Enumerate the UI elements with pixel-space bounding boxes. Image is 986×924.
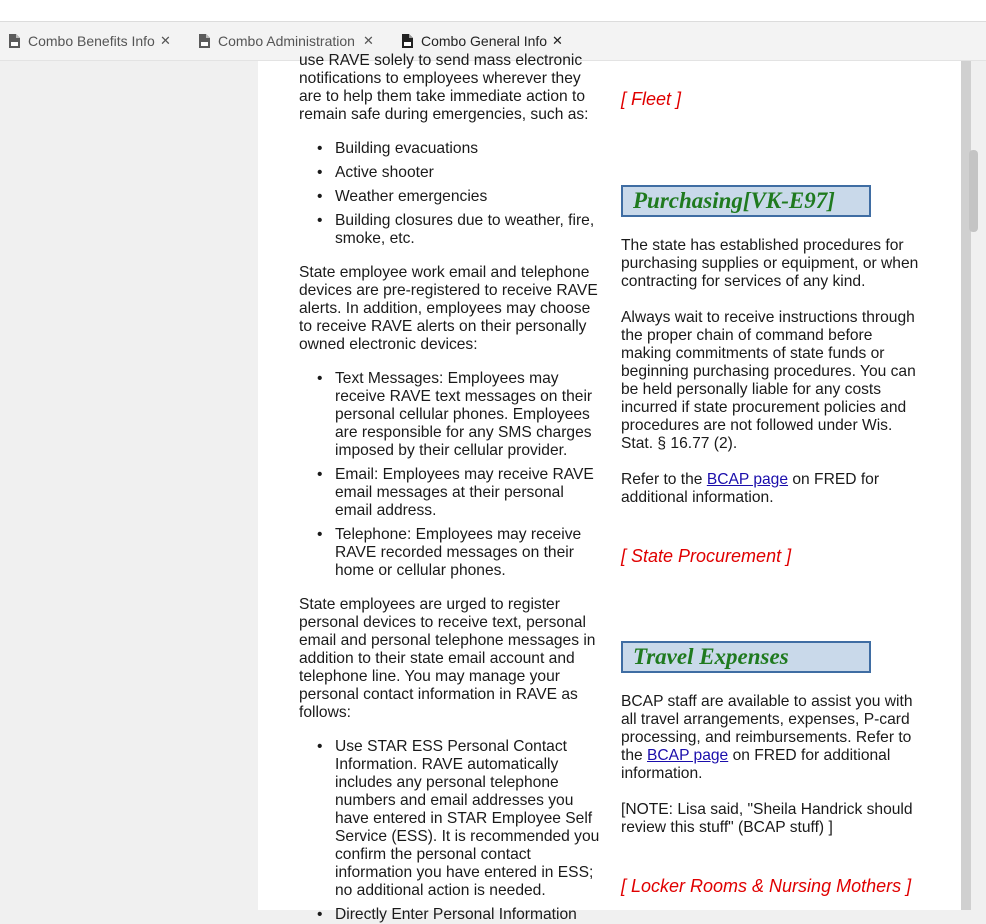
state-procurement-section-link[interactable]: [ State Procurement ]	[621, 546, 792, 566]
register-devices-paragraph: State employees are urged to register personal devices to receive text, personal email and personal telephone messages in addition to their state email account and telephone line. You may manage your personal contact information in RAVE as follows:	[299, 596, 596, 721]
left-column	[299, 52, 604, 924]
list-item: • Use STAR ESS Personal Contact Information. RAVE automatically includes any personal telephone numbers and email addresses you have entered in STAR Employee Self Service (ESS). It is recommended you confirm the personal contact information you have entered in ESS; no additional action is needed.	[299, 738, 604, 900]
list-item: • Building closures due to weather, fire, smoke, etc.	[299, 212, 604, 248]
document-icon	[199, 34, 210, 48]
document-icon	[9, 34, 20, 48]
list-item: • Active shooter	[299, 164, 604, 182]
purchasing-paragraph-1: The state has established procedures for purchasing supplies or equipment, or when contracting for services of any kind.	[621, 237, 919, 290]
list-item: • Weather emergencies	[299, 188, 604, 206]
close-icon[interactable]: ✕	[552, 33, 563, 48]
refer-text: Refer to the	[621, 471, 707, 488]
tab-label: Combo General Info	[421, 33, 548, 49]
document-page	[258, 52, 961, 923]
fleet-section-link[interactable]: [ Fleet ]	[621, 89, 682, 109]
document-icon	[402, 34, 413, 48]
vertical-scrollbar-thumb[interactable]	[969, 150, 978, 232]
list-item: • Text Messages: Employees may receive RAVE text messages on their personal cellular phones. Employees are responsible for any SMS charges imposed by their cellular provider.	[299, 370, 604, 460]
refer-text: on FRED for additional information.	[621, 471, 880, 506]
list-item: • Building evacuations	[299, 140, 604, 158]
bcap-page-link[interactable]: BCAP page	[647, 747, 729, 764]
note-paragraph: [NOTE: Lisa said, "Sheila Handrick should review this stuff" (BCAP stuff) ]	[621, 801, 913, 836]
emergency-list	[299, 140, 604, 248]
bcap-page-link[interactable]: BCAP page	[706, 471, 789, 488]
window-top-strip	[0, 0, 986, 22]
travel-expenses-heading: Travel Expenses	[621, 641, 871, 673]
travel-text: on FRED for additional information.	[621, 747, 891, 782]
list-item: • Email: Employees may receive RAVE email messages at their personal email address.	[299, 466, 604, 520]
tab-label: Combo Benefits Info	[28, 33, 155, 49]
tab-combo-benefits-info[interactable]	[9, 22, 171, 60]
rave-alerts-paragraph: State employee work email and telephone devices are pre-registered to receive RAVE alerts. In addition, employees may choose to receive RAVE alerts on their personally owned electronic devices:	[299, 264, 598, 353]
travel-text: BCAP staff are available to assist you with all travel arrangements, expenses, P-card processing, and reimbursements. Refer to the	[621, 693, 913, 764]
close-icon[interactable]: ✕	[160, 33, 171, 48]
locker-rooms-section-link[interactable]: [ Locker Rooms & Nursing Mothers ]	[621, 876, 912, 896]
travel-paragraph	[621, 693, 923, 783]
right-column	[621, 61, 926, 910]
purchasing-refer-paragraph	[621, 471, 921, 507]
intro-cut-line: use RAVE solely to send mass electronic	[299, 52, 583, 69]
device-list	[299, 370, 604, 580]
manage-contact-list	[299, 738, 604, 924]
close-icon[interactable]: ✕	[363, 33, 374, 48]
list-item: • Telephone: Employees may receive RAVE recorded messages on their home or cellular phones.	[299, 526, 604, 580]
left-gutter	[0, 61, 258, 910]
tab-label: Combo Administration	[218, 33, 355, 49]
purchasing-heading: Purchasing[VK-E97]	[621, 185, 871, 217]
purchasing-paragraph-2: Always wait to receive instructions through the proper chain of command before making commitments of state funds or beginning purchasing procedures. You can be held personally liable for any costs incurred if state procurement policies and procedures are not followed under Wis. Stat. § 16.77 (2).	[621, 309, 916, 452]
list-item: • Directly Enter Personal Information	[299, 906, 604, 924]
rave-intro-paragraph: notifications to employees wherever they are to help them take immediate action to remain safe during emergencies, such as:	[299, 70, 589, 123]
